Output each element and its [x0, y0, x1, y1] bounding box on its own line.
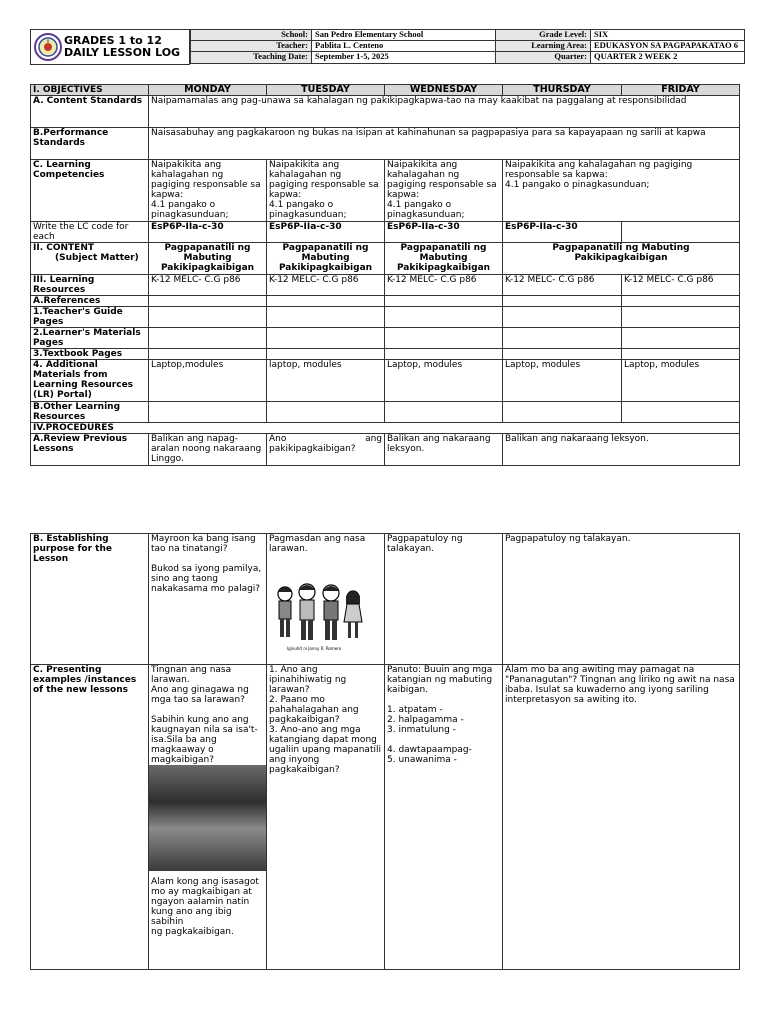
competency-wednesday: Naipakikita ang kahalagahan ng pagiging responsable sa kapwa: 4.1 pangako o pinagkasunduan; — [385, 160, 503, 222]
objectives-heading: I. OBJECTIVES — [31, 85, 149, 96]
other-resources-label: B.Other Learning Resources — [31, 402, 149, 423]
review-thursday-friday: Balikan ang nakaraang leksyon. — [503, 434, 740, 466]
presenting-monday-top: Tingnan ang nasa larawan. Ano ang ginagawa ng mga tao sa larawan? Sabihin kung ano ang kaugnayan nila sa isa't-isa.Sila ba ang magkaaway o magkaibigan? — [151, 665, 258, 765]
deped-seal-icon — [34, 33, 62, 61]
lc-code-monday: EsP6P-IIa-c-30 — [149, 222, 267, 243]
competency-monday: Naipakikita ang kahalagahan ng pagiging responsable sa kapwa: 4.1 pangako o pinagkasunduan; — [149, 160, 267, 222]
empty-cell — [622, 296, 740, 307]
quarter-value: QUARTER 2 WEEK 2 — [591, 52, 745, 64]
empty-cell — [385, 307, 503, 328]
review-tuesday — [267, 434, 385, 466]
child-figure-3 — [323, 585, 339, 640]
additional-monday: Laptop,modules — [149, 360, 267, 402]
children-illustration — [273, 580, 382, 651]
title-line-1: GRADES 1 to 12 — [64, 34, 162, 47]
lc-code-friday — [622, 222, 740, 243]
additional-wednesday: Laptop, modules — [385, 360, 503, 402]
empty-cell — [503, 349, 622, 360]
tg-pages-label: 1.Teacher's Guide Pages — [31, 307, 149, 328]
additional-materials-label: 4. Additional Materials from Learning Resources (LR) Portal) — [31, 360, 149, 402]
content-topic-tuesday: Pagpapanatili ng Mabuting Pakikipagkaibigan — [267, 243, 385, 275]
references-label: A.References — [31, 296, 149, 307]
empty-cell — [149, 349, 267, 360]
textbook-pages-label: 3.Textbook Pages — [31, 349, 149, 360]
child-figure-4 — [344, 591, 362, 638]
friends-photo — [149, 765, 266, 871]
empty-cell — [503, 296, 622, 307]
resources-tuesday: K-12 MELC- C.G p86 — [267, 275, 385, 296]
resources-wednesday: K-12 MELC- C.G p86 — [385, 275, 503, 296]
purpose-tuesday — [267, 534, 385, 665]
subject-matter-label: (Subject Matter) — [55, 253, 139, 263]
empty-cell — [149, 402, 267, 423]
grade-value: SIX — [591, 30, 745, 41]
empty-cell — [149, 307, 267, 328]
illustration-credit: Iginuhit ni Jonny R. Romero — [287, 646, 342, 651]
resources-friday: K-12 MELC- C.G p86 — [622, 275, 740, 296]
teacher-value: Pablita L. Centeno — [312, 41, 496, 52]
empty-cell — [385, 328, 503, 349]
date-label: Teaching Date: — [191, 52, 312, 64]
competencies-label: C. Learning Competencies — [31, 160, 149, 222]
empty-cell — [385, 402, 503, 423]
area-label: Learning Area: — [496, 41, 591, 52]
day-wednesday: WEDNESDAY — [385, 85, 503, 96]
lesson-table-2 — [30, 533, 740, 970]
resources-monday: K-12 MELC- C.G p86 — [149, 275, 267, 296]
lesson-table-1 — [30, 84, 740, 466]
empty-cell — [267, 296, 385, 307]
lc-code-label: Write the LC code for each — [31, 222, 149, 243]
child-figure-1 — [278, 587, 292, 637]
content-topic-monday: Pagpapanatili ng Mabuting Pakikipagkaibigan — [149, 243, 267, 275]
day-friday: FRIDAY — [622, 85, 740, 96]
empty-cell — [503, 307, 622, 328]
empty-cell — [503, 328, 622, 349]
resources-label: III. Learning Resources — [31, 275, 149, 296]
performance-standards-label: B.Performance Standards — [31, 128, 149, 160]
content-label-cell — [31, 243, 149, 275]
empty-cell — [622, 328, 740, 349]
title-line-2: DAILY LESSON LOG — [64, 46, 181, 59]
lm-pages-label: 2.Learner's Materials Pages — [31, 328, 149, 349]
purpose-tuesday-text: Pagmasdan ang nasa larawan. — [269, 534, 366, 554]
empty-cell — [503, 402, 622, 423]
content-label: II. CONTENT — [33, 243, 94, 253]
day-tuesday: TUESDAY — [267, 85, 385, 96]
empty-cell — [267, 349, 385, 360]
empty-cell — [622, 349, 740, 360]
empty-cell — [149, 328, 267, 349]
empty-cell — [267, 307, 385, 328]
teacher-label: Teacher: — [191, 41, 312, 52]
header-info-table — [190, 29, 745, 64]
purpose-monday: Mayroon ka bang isang tao na tinatangi? Bukod sa iyong pamilya, sino ang taong nakakasama mo palagi? — [149, 534, 267, 665]
additional-thursday: Laptop, modules — [503, 360, 622, 402]
presenting-monday-bottom: Alam kong ang isasagot mo ay magkaibigan at ngayon aalamin natin kung ano ang ibig sabihin ng pagkakaibigan. — [151, 877, 259, 937]
presenting-wednesday: Panuto: Buuin ang mga katangian ng mabuting kaibigan. 1. atpatam - 2. halpagamma - 3. inmatulung - 4. dawtapaampag- 5. unawanima - — [385, 665, 503, 970]
school-value: San Pedro Elementary School — [312, 30, 496, 41]
presenting-thursday-friday: Alam mo ba ang awiting may pamagat na "Pananagutan"? Tingnan ang liriko ng awit na nasa ibaba. Isulat sa kuwaderno ang iyong sariling interpretasyon sa awiting ito. — [503, 665, 740, 970]
review-tuesday-word-3: pakikipagkaibigan? — [269, 444, 356, 454]
empty-cell — [622, 402, 740, 423]
purpose-thursday-friday: Pagpapatuloy ng talakayan. — [503, 534, 740, 665]
presenting-label: C. Presenting examples /instances of the new lessons — [31, 665, 149, 970]
content-standards-text: Naipamamalas ang pag-unawa sa kahalagan ng pakikipagkapwa-tao na may kaakibat na paggalang at responsibilidad — [149, 96, 740, 128]
day-monday: MONDAY — [149, 85, 267, 96]
competency-tuesday: Naipakikita ang kahalagahan ng pagiging responsable sa kapwa: 4.1 pangako o pinagkasunduan; — [267, 160, 385, 222]
lc-code-tuesday: EsP6P-IIa-c-30 — [267, 222, 385, 243]
empty-cell — [267, 328, 385, 349]
review-monday: Balikan ang napag-aralan noong nakaraang Linggo. — [149, 434, 267, 466]
review-wednesday: Balikan ang nakaraang leksyon. — [385, 434, 503, 466]
review-tuesday-word-1: Ano — [269, 434, 287, 444]
empty-cell — [149, 296, 267, 307]
performance-standards-text: Naisasabuhay ang pagkakaroon ng bukas na isipan at kahinahunan sa pagpapasiya para sa kapayapaan ng sarili at kapwa — [149, 128, 740, 160]
review-tuesday-word-2: ang — [365, 434, 382, 444]
empty-cell — [385, 296, 503, 307]
child-figure-2 — [299, 584, 315, 640]
date-value: September 1-5, 2025 — [312, 52, 496, 64]
content-topic-wednesday: Pagpapanatili ng Mabuting Pakikipagkaibigan — [385, 243, 503, 275]
empty-cell — [385, 349, 503, 360]
area-value: EDUKASYON SA PAGPAPAKATAO 6 — [591, 41, 745, 52]
quarter-label: Quarter: — [496, 52, 591, 64]
lc-code-thursday: EsP6P-IIa-c-30 — [503, 222, 622, 243]
review-label: A.Review Previous Lessons — [31, 434, 149, 466]
purpose-wednesday: Pagpapatuloy ng talakayan. — [385, 534, 503, 665]
grade-label: Grade Level: — [496, 30, 591, 41]
content-topic-thursday-friday: Pagpapanatili ng Mabuting Pakikipagkaibigan — [503, 243, 740, 275]
presenting-monday — [149, 665, 267, 970]
day-thursday: THURSDAY — [503, 85, 622, 96]
procedures-heading: IV.PROCEDURES — [31, 423, 740, 434]
empty-cell — [622, 307, 740, 328]
purpose-label: B. Establishing purpose for the Lesson — [31, 534, 149, 665]
content-standards-label: A. Content Standards — [31, 96, 149, 128]
lc-code-wednesday: EsP6P-IIa-c-30 — [385, 222, 503, 243]
resources-thursday: K-12 MELC- C.G p86 — [503, 275, 622, 296]
competency-thursday-friday: Naipakikita ang kahalagahan ng pagiging responsable sa kapwa: 4.1 pangako o pinagkasunduan; — [503, 160, 740, 222]
additional-tuesday: laptop, modules — [267, 360, 385, 402]
school-label: School: — [191, 30, 312, 41]
additional-friday: Laptop, modules — [622, 360, 740, 402]
empty-cell — [267, 402, 385, 423]
presenting-tuesday: 1. Ano ang ipinahihiwatig ng larawan? 2. Paano mo pahahalagahan ang pagkakaibigan? 3. Ano-ano ang mga katangiang dapat mong ugaliin upang mapanatili ang inyong pagkakaibigan? — [267, 665, 385, 970]
